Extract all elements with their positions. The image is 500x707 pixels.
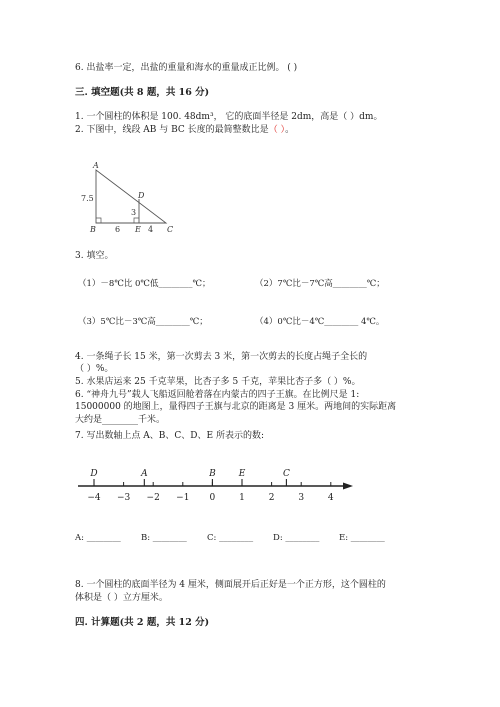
label-e: E	[135, 225, 141, 234]
fill-question-8-line-1: 8. 一个圆柱的底面半径为 4 厘米，侧面展开后正好是一个正方形，这个圆柱的	[75, 580, 386, 590]
point-label-a: A	[141, 469, 148, 479]
triangle-figure	[78, 158, 178, 234]
number-line-tick-label: 0	[209, 493, 216, 503]
fill-3-item-4: （4）0℃比－4℃________ 4℃。	[255, 317, 385, 327]
number-line-tick-label: −1	[176, 493, 190, 503]
point-label-b: B	[209, 469, 216, 479]
label-c: C	[167, 225, 174, 234]
fill-question-4-line-2: （ ）%。	[75, 364, 114, 374]
label-b: B	[90, 225, 96, 234]
fill-question-3: 3. 填空。	[75, 251, 114, 261]
length-ab: 7.5	[81, 194, 94, 203]
answer-c: C: ________	[207, 533, 254, 543]
length-de: 3	[131, 208, 137, 217]
right-angle-e	[134, 218, 139, 223]
fill-question-6-line-1: 6. “神舟九号”载人飞船返回舱着落在内蒙古的四子王旗。在比例尺是 1:	[75, 390, 360, 400]
fill-question-1: 1. 一个圆柱的体积是 100. 48dm³， 它的底面半径是 2dm，高是（ ）dm。	[75, 112, 383, 122]
number-line-tick-label: −4	[87, 493, 101, 503]
fill-3-item-2: （2）7℃比－7℃高________℃；	[255, 279, 385, 289]
point-label-c: C	[282, 469, 290, 479]
fill-3-item-1: （1）－8℃比 0℃低________℃；	[78, 279, 211, 289]
answer-b: B: ________	[141, 533, 187, 543]
number-line-tick-label: 1	[239, 493, 245, 503]
length-ec: 4	[148, 225, 154, 234]
question-6: 6. 出盐率一定，出盐的重量和海水的重量成正比例。 ( )	[75, 63, 298, 73]
number-line-tick-label: −2	[146, 493, 160, 503]
length-be: 6	[115, 225, 121, 234]
number-line-tick-label: 2	[268, 493, 275, 503]
arrow-right-icon	[343, 483, 353, 490]
answer-a: A: ________	[75, 533, 121, 543]
right-angle-b	[96, 218, 101, 223]
label-a: A	[93, 161, 99, 170]
number-line	[70, 462, 360, 508]
fill-question-7: 7. 写出数轴上点 A、B、C、D、E 所表示的数:	[75, 431, 264, 441]
number-line-tick-label: 3	[298, 493, 305, 503]
answer-e: E: ________	[339, 533, 385, 543]
number-line-tick-label: 4	[327, 493, 334, 503]
answer-d: D: ________	[273, 533, 320, 543]
fill-question-2-end: 。	[285, 125, 295, 135]
fill-question-4-line-1: 4. 一条绳子长 15 米，第一次剪去 3 米，第一次剪去的长度占绳子全长的	[75, 352, 368, 362]
fill-question-6-line-3: 大约是________千米。	[75, 415, 166, 425]
fill-question-8-line-2: 体积是（ ）立方厘米。	[75, 593, 168, 603]
number-line-tick-label: −3	[116, 493, 131, 503]
section-4-heading: 四. 计算题(共 2 题，共 12 分)	[75, 617, 210, 628]
section-3-heading: 三. 填空题(共 8 题，共 16 分)	[75, 87, 210, 98]
fill-question-6-line-2: 15000000 的地图上，量得四子王旗与北京的距离是 3 厘米。两地间的实际距离	[75, 402, 397, 412]
point-label-e: E	[238, 469, 246, 479]
fill-question-5: 5. 水果店运来 25 千克苹果，比杏子多 5 千克，苹果比杏子多（ ）%。	[75, 377, 361, 387]
label-d: D	[138, 191, 145, 200]
fill-question-2-text: 2. 下图中，线段 AB 与 BC 长度的最简整数比是	[75, 125, 269, 135]
fill-question-2	[75, 124, 294, 136]
answer-paren: （ ）	[268, 125, 286, 135]
point-label-d: D	[90, 469, 98, 479]
fill-3-item-3: （3）5℃比－3℃高________℃；	[78, 317, 208, 327]
